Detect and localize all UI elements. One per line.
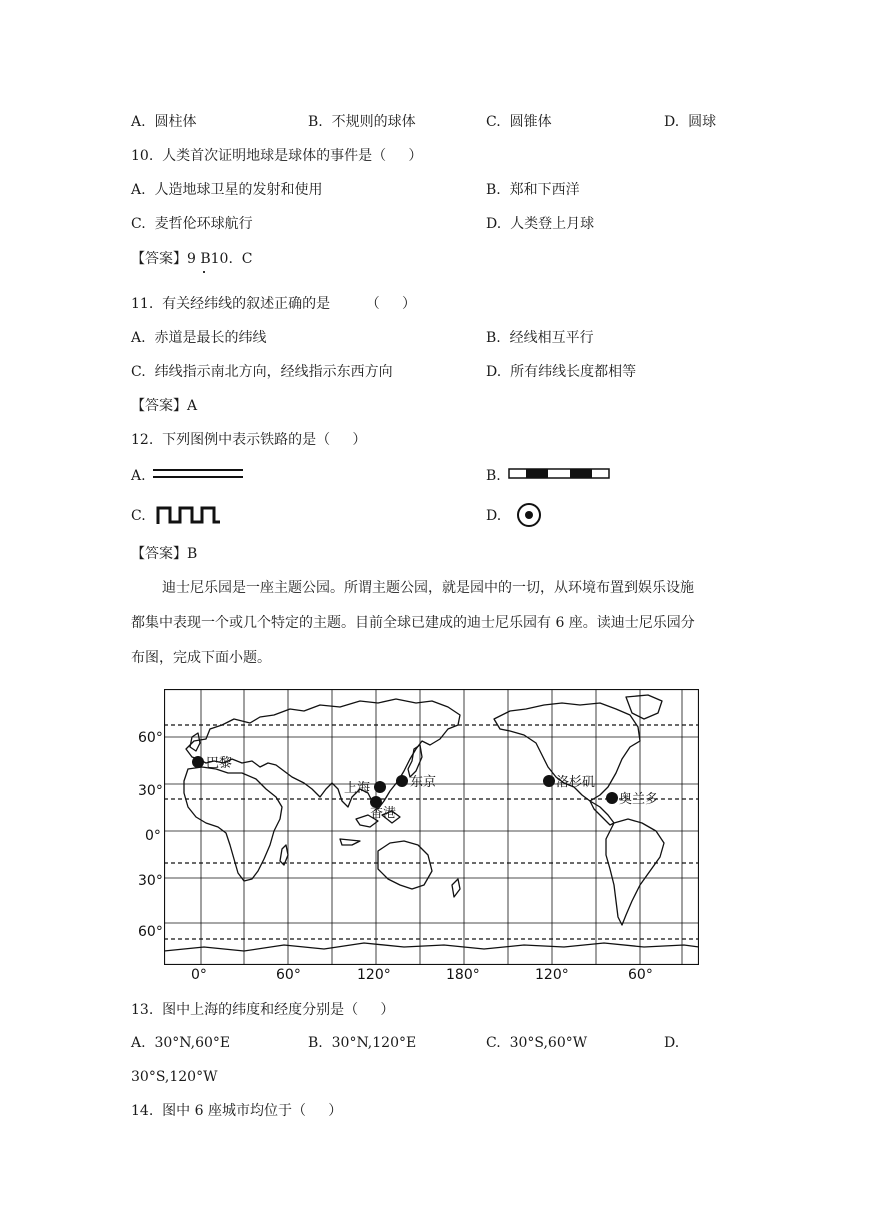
passage-line-3: 布图，完成下面小题。 [131, 650, 271, 666]
q11-option-a: A. 赤道是最长的纬线 [131, 330, 267, 346]
q14-stem: 14. 图中 6 座城市均位于（ ） [131, 1103, 343, 1119]
lon-label-60e: 60° [276, 967, 301, 983]
q10-option-a: A. 人造地球卫星的发射和使用 [131, 182, 323, 198]
q11-stem: 11. 有关经纬线的叙述正确的是 （ ） [131, 296, 417, 312]
lat-label-0: 0° [145, 828, 161, 844]
passage-line-1: 迪士尼乐园是一座主题公园。所谓主题公园，就是园中的一切，从环境布置到娱乐设施 [162, 580, 694, 596]
answer-tag: 【答案】 [131, 398, 187, 414]
q9-option-b: B. 不规则的球体 [308, 114, 416, 130]
q10-option-c: C. 麦哲伦环球航行 [131, 216, 253, 232]
q13-stem: 13. 图中上海的纬度和经度分别是（ ） [131, 1002, 395, 1018]
q11-option-d: D. 所有纬线长度都相等 [486, 364, 637, 380]
answer-text: 9 B10. C [187, 251, 253, 267]
svg-text:奥兰多: 奥兰多 [619, 792, 659, 807]
answer-text: B [187, 546, 198, 562]
double-line-legend-icon [153, 466, 245, 482]
answer-tag: 【答案】 [131, 251, 187, 267]
q13-option-d-text: 30°S,120°W [131, 1069, 218, 1085]
q12-option-a-label: A. [131, 468, 146, 484]
wall-legend-icon [156, 504, 222, 526]
lat-label-30n: 30° [138, 783, 163, 799]
answer-text: A [187, 398, 198, 414]
answer-12 [131, 545, 197, 563]
q9-option-d: D. 圆球 [664, 114, 717, 130]
q12-option-b-label: B. [486, 468, 501, 484]
q10-option-b: B. 郑和下西洋 [486, 182, 580, 198]
q12-option-d-label: D. [486, 508, 502, 524]
answer-9-10 [131, 250, 253, 268]
q11-option-c: C. 纬线指示南北方向，经线指示东西方向 [131, 364, 393, 380]
svg-text:香港: 香港 [370, 806, 397, 821]
answer-tag: 【答案】 [131, 546, 187, 562]
q9-option-a: A. 圆柱体 [131, 114, 197, 130]
q9-option-c: C. 圆锥体 [486, 114, 552, 130]
lat-label-60n: 60° [138, 730, 163, 746]
answer-11 [131, 397, 197, 415]
q12-stem: 12. 下列图例中表示铁路的是（ ） [131, 432, 367, 448]
disney-world-map [164, 689, 699, 965]
q10-stem: 10. 人类首次证明地球是球体的事件是（ ） [131, 148, 423, 164]
q10-option-d: D. 人类登上月球 [486, 216, 595, 232]
q13-option-a: A. 30°N,60°E [131, 1035, 231, 1051]
q13-option-b: B. 30°N,120°E [308, 1035, 417, 1051]
lat-label-30s: 30° [138, 873, 163, 889]
capital-legend-icon [515, 501, 543, 529]
lon-label-180: 180° [446, 967, 480, 983]
svg-text:洛杉矶: 洛杉矶 [556, 775, 596, 790]
stray-dot [203, 271, 205, 273]
q13-option-c: C. 30°S,60°W [486, 1035, 588, 1051]
svg-text:巴黎: 巴黎 [206, 756, 233, 771]
lat-label-60s: 60° [138, 924, 163, 940]
lon-label-120w: 120° [535, 967, 569, 983]
lon-label-120e: 120° [357, 967, 391, 983]
q12-option-c-label: C. [131, 508, 146, 524]
railway-legend-icon [508, 466, 612, 482]
lon-label-0: 0° [191, 967, 207, 983]
q11-option-b: B. 经线相互平行 [486, 330, 594, 346]
passage-line-2: 都集中表现一个或几个特定的主题。目前全球已建成的迪士尼乐园有 6 座。读迪士尼乐园分 [131, 615, 695, 631]
q13-option-d: D. [664, 1035, 680, 1051]
svg-text:上海: 上海 [344, 781, 371, 796]
lon-label-60w: 60° [628, 967, 653, 983]
svg-text:东京: 东京 [410, 775, 437, 790]
